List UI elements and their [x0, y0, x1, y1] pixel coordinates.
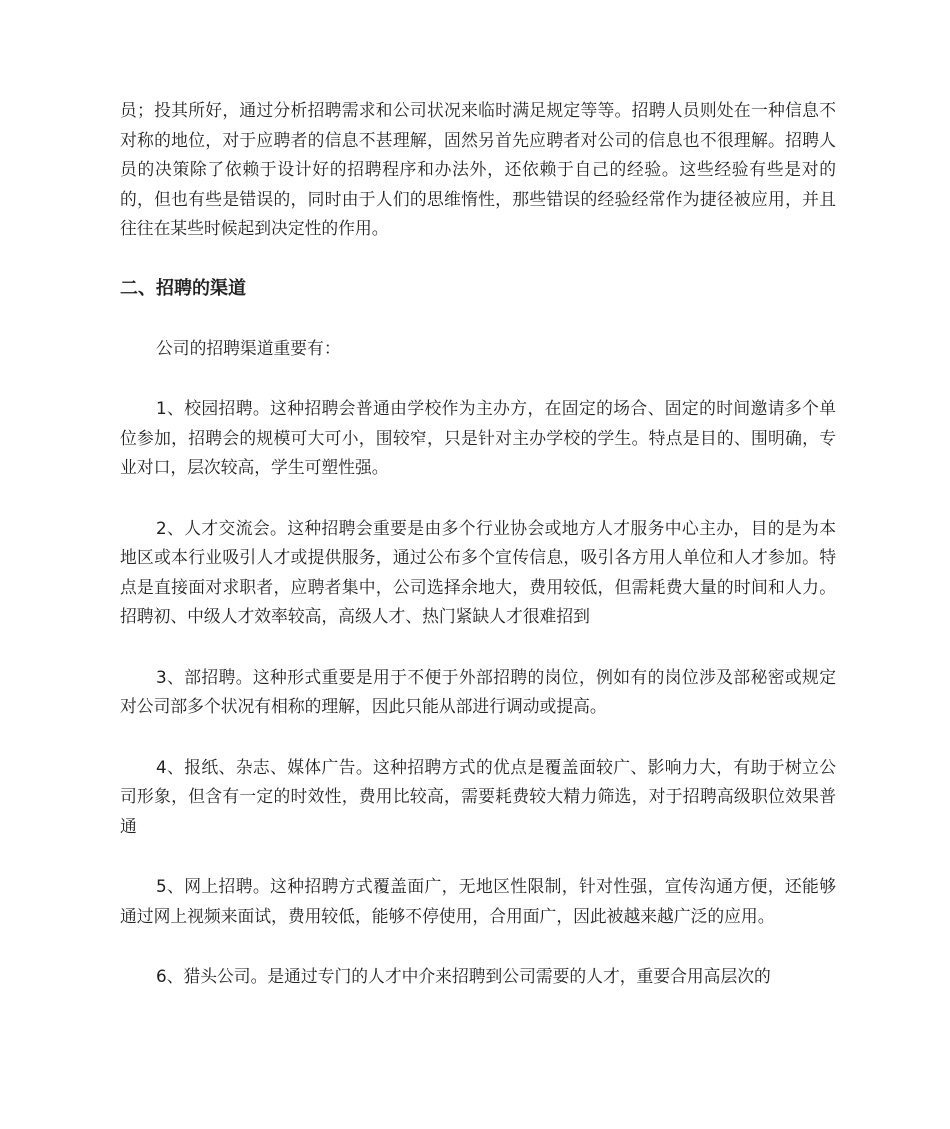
document-page — [120, 96, 836, 992]
channel-item-talent-fair: 2、人才交流会。这种招聘会重要是由多个行业协会或地方人才服务中心主办，目的是为本地区或本行业吸引人才或提供服务，通过公布多个宣传信息，吸引各方用人单位和人才参加。特点是直接面对求职者，应聘者集中，公司选择余地大，费用较低，但需耗费大量的时间和人力。招聘初、中级人才效率较高，高级人才、热门紧缺人才很难招到 — [120, 517, 836, 626]
channels-intro: 公司的招聘渠道重要有： — [156, 337, 341, 358]
channel-item-campus: 1、校园招聘。这种招聘会普通由学校作为主办方，在固定的场合、固定的时间邀请多个单位参加，招聘会的规模可大可小，围较窄，只是针对主办学校的学生。特点是目的、围明确，专业对口，层次较高，学生可塑性强。 — [120, 398, 836, 477]
section-heading: 二、招聘的渠道 — [120, 277, 246, 299]
channel-item-headhunter: 6、猎头公司。是通过专门的人才中介来招聘到公司需要的人才，重要合用高层次的 — [156, 966, 771, 986]
channel-item-internal: 3、部招聘。这种形式重要是用于不便于外部招聘的岗位，例如有的岗位涉及部秘密或规定对公司部多个状况有相称的理解，因此只能从部进行调动或提高。 — [120, 666, 836, 716]
channel-item-online: 5、网上招聘。这种招聘方式覆盖面广，无地区性限制，针对性强，宣传沟通方便，还能够通过网上视频来面试，费用较低，能够不停使用，合用面广，因此被越来越广泛的应用。 — [120, 876, 836, 926]
intro-paragraph: 员；投其所好，通过分析招聘需求和公司状况来临时满足规定等等。招聘人员则处在一种信息不对称的地位，对于应聘者的信息不甚理解，固然另首先应聘者对公司的信息也不很理解。招聘人员的决策除了依赖于设计好的招聘程序和办法外，还依赖于自己的经验。这些经验有些是对的的，但也有些是错误的，同时由于人们的思维惰性，那些错误的经验经常作为捷径被应用，并且往往在某些时候起到决定性的作用。 — [120, 100, 836, 238]
channel-item-media-ads: 4、报纸、杂志、媒体广告。这种招聘方式的优点是覆盖面较广、影响力大，有助于树立公司形象，但含有一定的时效性，费用比较高，需要耗费较大精力筛选，对于招聘高级职位效果普通 — [120, 756, 836, 836]
